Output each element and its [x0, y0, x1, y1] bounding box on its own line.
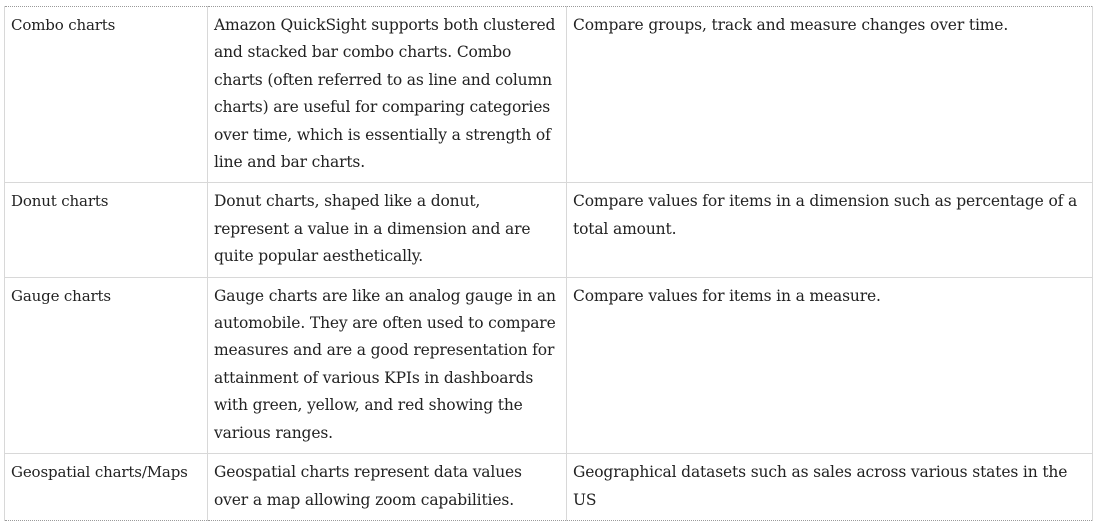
chart-type-description-cell: Gauge charts are like an analog gauge in an automobile. They are often used to compare measures and are a good representation for attainment of various KPIs in dashboards with green, yellow, and red showing the various ranges. [208, 277, 567, 453]
table-row [5, 7, 1093, 183]
chart-type-name-cell: Geospatial charts/Maps [5, 454, 208, 521]
chart-type-use-case-cell: Geographical datasets such as sales across various states in the US [567, 454, 1093, 521]
chart-types-table [4, 6, 1093, 521]
table-row [5, 183, 1093, 277]
chart-type-name-cell: Donut charts [5, 183, 208, 277]
chart-type-description-cell: Geospatial charts represent data values over a map allowing zoom capabilities. [208, 454, 567, 521]
chart-type-use-case-cell: Compare values for items in a dimension such as percentage of a total amount. [567, 183, 1093, 277]
chart-type-use-case-cell: Compare values for items in a measure. [567, 277, 1093, 453]
chart-type-name-cell: Gauge charts [5, 277, 208, 453]
table-row [5, 454, 1093, 521]
chart-type-description-cell: Donut charts, shaped like a donut, represent a value in a dimension and are quite popular aesthetically. [208, 183, 567, 277]
chart-type-description-cell: Amazon QuickSight supports both clustered and stacked bar combo charts. Combo charts (often referred to as line and column charts) are useful for comparing categories over time, which is essentially a strength of line and bar charts. [208, 7, 567, 183]
chart-types-table-container [4, 6, 1092, 521]
table-row [5, 277, 1093, 453]
chart-type-use-case-cell: Compare groups, track and measure changes over time. [567, 7, 1093, 183]
chart-type-name-cell: Combo charts [5, 7, 208, 183]
